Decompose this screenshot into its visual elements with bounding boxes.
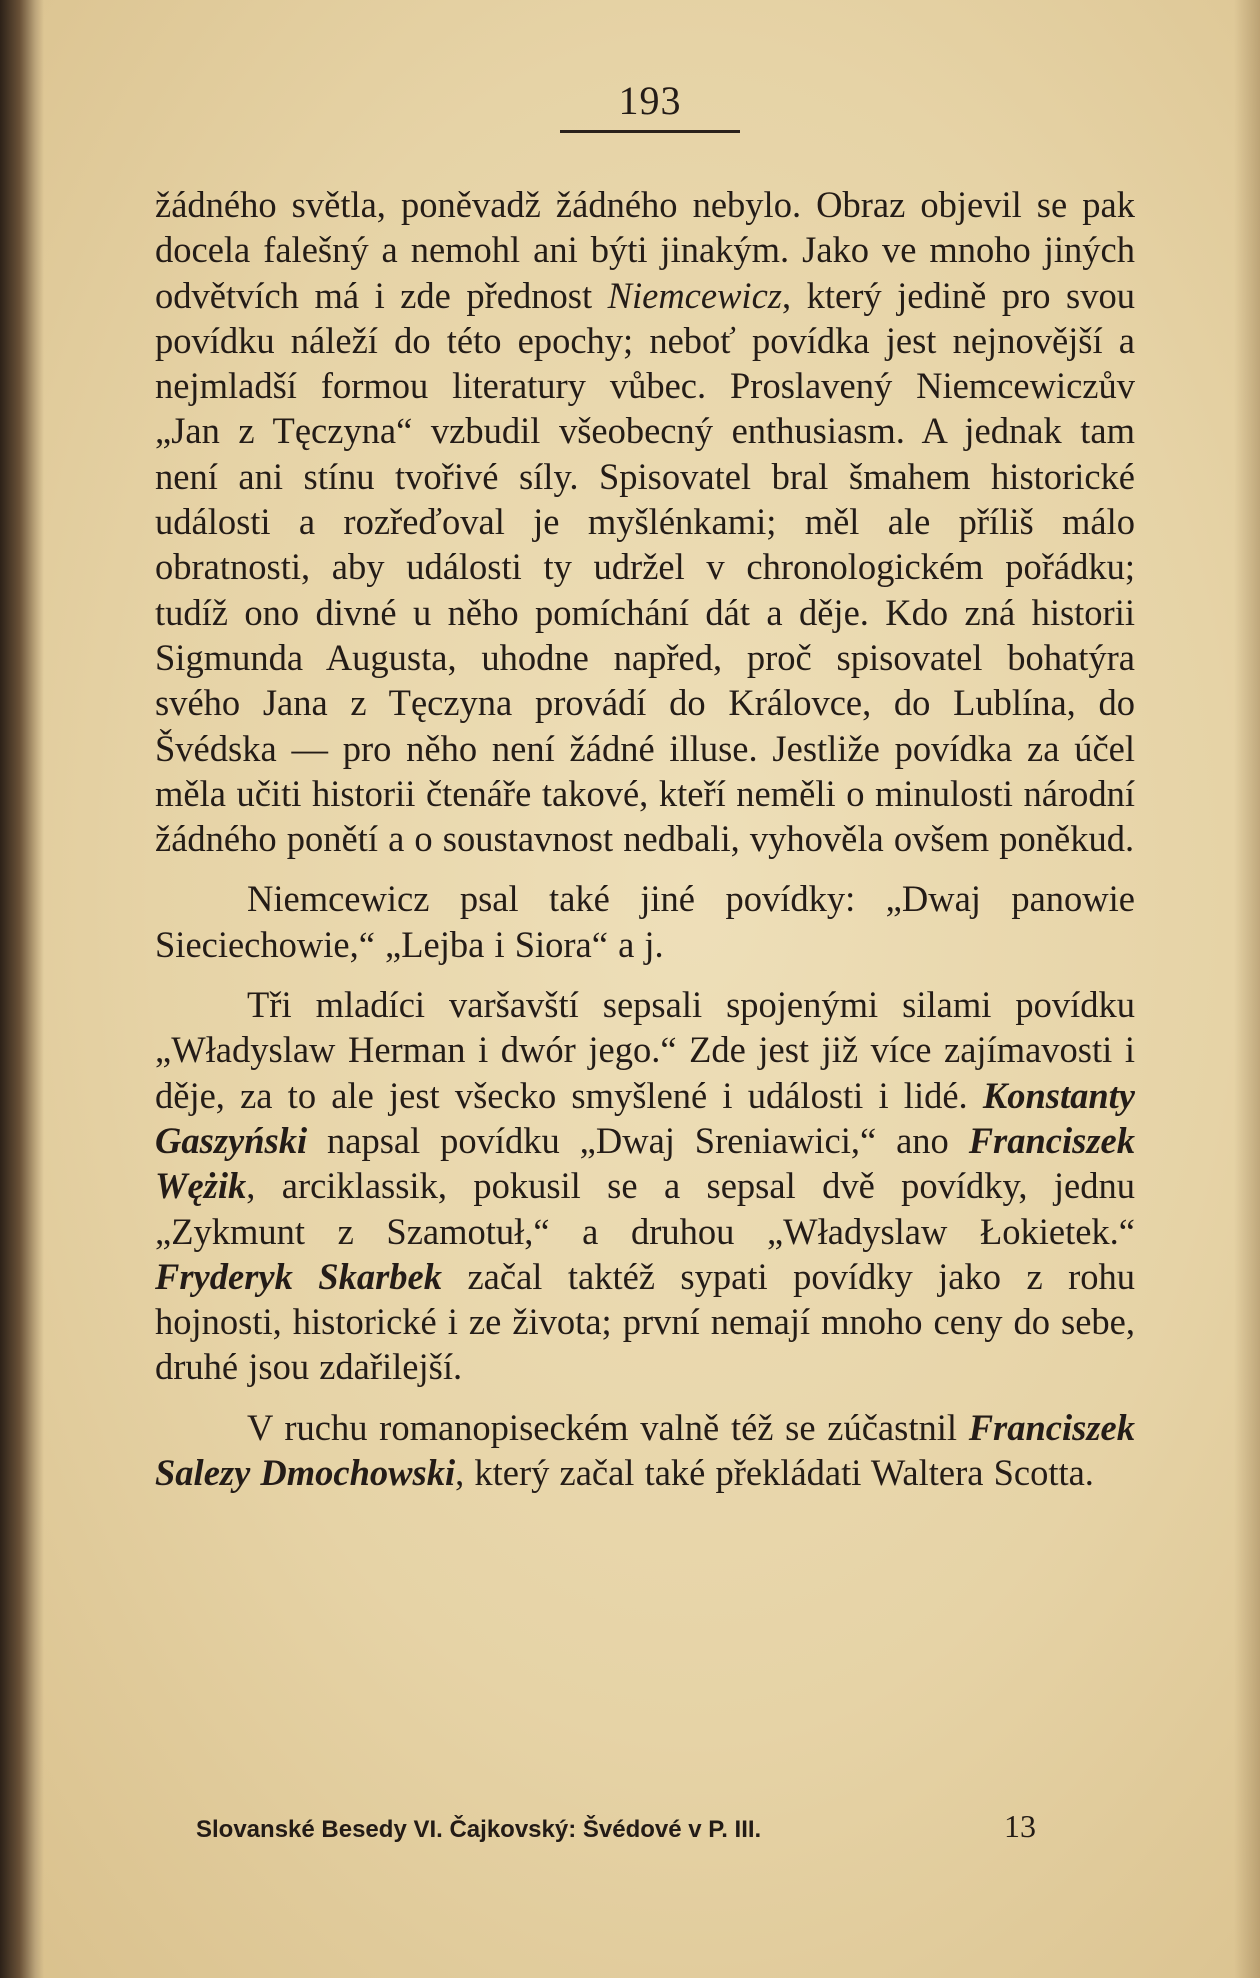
paragraph-1-text-1: žádného světla, poněvadž žádného nebylo. Obraz objevil se pak docela falešný a nemohl ani býti jinakým. Jako ve mnoho jiných odvětvích má i zde přednost: [155, 184, 1135, 316]
paragraph-4-text-1: V ruchu romanopiseckém valně též se zúčastnil: [247, 1406, 969, 1448]
footer-imprint: Slovanské Besedy VI. Čajkovský: Švédové v P. III.: [196, 1816, 762, 1843]
paragraph-2: Niemcewicz psal také jiné povídky: „Dwaj panowie Sieciechowie,“ „Lejba i Siora“ a j.: [155, 878, 1135, 965]
author-name-niemcewicz: Niemcewicz: [607, 274, 782, 316]
paragraph-3-text-2: napsal povídku „Dwaj Sreniawici,“ ano: [307, 1119, 969, 1161]
paragraph-3-text-4: začal taktéž sypati povídky jako z rohu hojnosti, historické i ze života; první nemají mnoho ceny do sebe, druhé jsou zdařilejší.: [155, 1255, 1135, 1388]
body-text: [155, 182, 1135, 1495]
header-rule: [560, 130, 740, 133]
paragraph-4: [155, 1405, 1135, 1496]
author-name-wezik: Franciszek Wężik: [155, 1119, 1135, 1207]
author-name-dmochowski: Franciszek Salezy Dmochowski: [155, 1406, 1135, 1494]
book-binding-shadow: [0, 0, 44, 1978]
paragraph-1-text-2: , který jedině pro svou povídku náleží do této epochy; neboť povídka jest nejnovější a nejmladší formou literatury vůbec. Proslavený Niemcewiczův „Jan z Tęczyna“ vzbudil všeobecný enthusiasm. A jednak tam není ani stínu tvořivé síly. Spisovatel bral šmahem historické události a rozřeďoval je myšlénkami; měl ale příliš málo obratnosti, aby události ty udržel v chronologickém pořádku; tudíž ono divné u něho pomíchání dát a děje. Kdo zná historii Sigmunda Augusta, uhodne napřed, proč spisovatel bohatýra svého Jana z Tęczyna provádí do Královce, do Lublína, do Švédska — pro něho není žádné illuse. Jestliže povídka za účel měla učiti historii čtenáře takové, kteří neměli o minulosti národní žádného ponětí a o soustavnost nedbali, vyhověla ovšem poněkud.: [155, 274, 1135, 860]
paragraph-1: [155, 182, 1135, 861]
paragraph-3-text-1: Tři mladíci varšavští sepsali spojenými silami povídku „Władyslaw Herman i dwór jego.“ Zde jest již více zajímavosti i děje, za to ale jest všecko smyšlené i události i lidé.: [155, 984, 1135, 1116]
paragraph-3-text-3: , arciklassik, pokusil se a sepsal dvě povídky, jednu „Zykmunt z Szamotuł,“ a druhou „Władyslaw Łokietek.“: [155, 1165, 1135, 1252]
page-number: 193: [618, 78, 682, 123]
paragraph-3: [155, 982, 1135, 1390]
author-name-gaszynski: Konstanty Gaszyński: [155, 1074, 1135, 1161]
page-footer: [196, 1808, 1036, 1845]
author-name-skarbek: Fryderyk Skarbek: [155, 1255, 443, 1297]
paragraph-4-text-2: , který začal také překládati Waltera Scotta.: [455, 1452, 1094, 1494]
page-edge-shadow: [1234, 0, 1260, 1978]
signature-mark: 13: [1004, 1808, 1036, 1844]
page-header: [560, 78, 740, 133]
